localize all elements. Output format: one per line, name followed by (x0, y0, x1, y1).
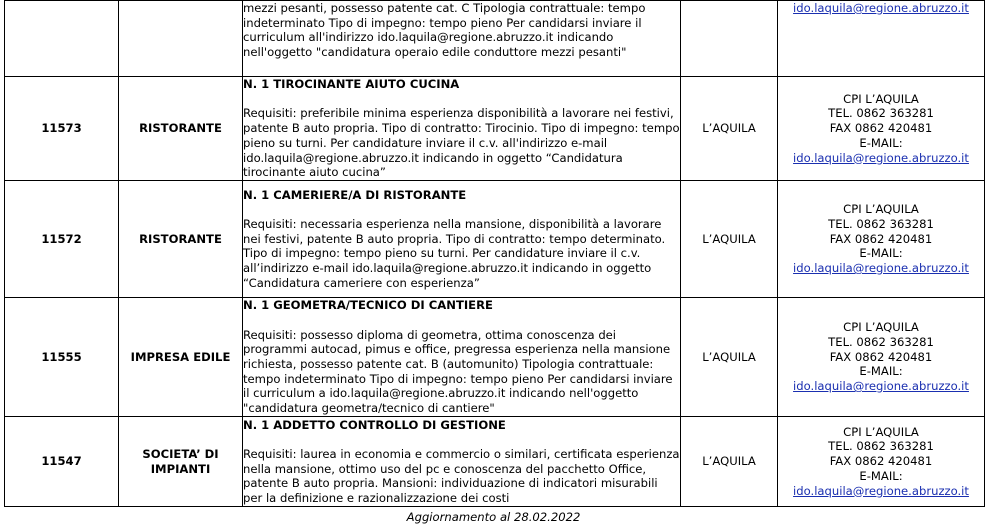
offer-text: Requisiti: laurea in economia e commercio o similari, certificata esperienza nella mansione, ottimo uso del pc e conoscenza del pacchetto Office, patente B auto propria. Mansioni: individuazione di indicatori misurabili per la definizione e razionalizzazione dei costi (243, 446, 680, 505)
table-row (5, 77, 985, 181)
offer-code: 11547 (5, 417, 119, 507)
offer-code: 11573 (5, 77, 119, 181)
contact-tel: TEL. 0862 363281 (828, 106, 934, 121)
contact-email-label: E-MAIL: (859, 364, 903, 379)
offer-title: N. 1 ADDETTO CONTROLLO DI GESTIONE (243, 417, 506, 432)
offer-code: 11555 (5, 298, 119, 417)
offer-text: Requisiti: preferibile minima esperienza disponibilità a lavorare nei festivi, patente B auto propria. Tipo di contratto: Tirocinio. Tipo di impegno: tempo pieno su turni. Per candidature inviare il c.v. all'indirizzo e-mail ido.laquila@regione.abruzzo.it indicando in oggetto “Candidatura tirocinante aiuto cucina” (243, 106, 680, 180)
offer-title: N. 1 CAMERIERE/A DI RISTORANTE (243, 187, 467, 202)
update-date-footer: Aggiornamento al 28.02.2022 (406, 510, 581, 524)
offer-sector: RISTORANTE (119, 77, 243, 181)
offer-location: L’AQUILA (681, 298, 778, 417)
offer-title: N. 1 GEOMETRA/TECNICO DI CANTIERE (243, 298, 493, 313)
offer-location: L’AQUILA (681, 77, 778, 181)
offer-title: N. 1 TIROCINANTE AIUTO CUCINA (243, 77, 460, 92)
offer-location: L’AQUILA (681, 181, 778, 298)
contact-fax: FAX 0862 420481 (829, 121, 933, 136)
offer-contact (778, 1, 985, 77)
job-offers-table (4, 0, 985, 507)
table-row (5, 298, 985, 417)
contact-fax: FAX 0862 420481 (829, 231, 933, 246)
offer-description (243, 181, 681, 298)
table-row (5, 1, 985, 77)
offer-sector: SOCIETA’ DI IMPIANTI (119, 417, 243, 507)
contact-email-label: E-MAIL: (859, 135, 903, 150)
offer-sector: IMPRESA EDILE (119, 298, 243, 417)
offer-text: mezzi pesanti, possesso patente cat. C Tipologia contrattuale: tempo indeterminato Tipo di impegno: tempo pieno Per candidarsi inviare il curriculum all'indirizzo ido.laquila@regione.abruzzo.it indicando nell'oggetto "candidatura operaio edile conduttore mezzi pesanti" (243, 1, 646, 60)
offer-text: Requisiti: necessaria esperienza nella mansione, disponibilità a lavorare nei festivi, patente B auto propria. Tipo di contratto: tempo determinato. Tipo di impegno: tempo pieno su turni. Per candidature inviare il c.v. all’indirizzo e-mail ido.laquila@regione.abruzzo.it indicando in oggetto “Candidatura cameriere con esperienza” (243, 216, 666, 290)
offer-contact (778, 77, 985, 181)
table-row (5, 181, 985, 298)
offer-contact (778, 298, 985, 417)
contact-email-link[interactable]: ido.laquila@regione.abruzzo.it (793, 379, 969, 394)
contact-fax: FAX 0862 420481 (829, 454, 933, 469)
contact-email-link[interactable]: ido.laquila@regione.abruzzo.it (793, 150, 969, 165)
offer-contact (778, 181, 985, 298)
offer-code (5, 1, 119, 77)
offer-sector: RISTORANTE (119, 181, 243, 298)
contact-email-label: E-MAIL: (859, 246, 903, 261)
contact-tel: TEL. 0862 363281 (828, 216, 934, 231)
contact-tel: TEL. 0862 363281 (828, 334, 934, 349)
offer-text: Requisiti: possesso diploma di geometra, ottima conoscenza dei programmi autocad, pimus e office, pregressa esperienza nella mansione richiesta, possesso patente cat. B (automunito) Tipologia contrattuale: tempo indeterminato Tipo di impegno: tempo pieno Per candidarsi inviare il curriculum a ido.laquila@regione.abruzzo.it indicando nell'oggetto "candidatura geometra/tecnico di cantiere" (243, 327, 673, 416)
offer-location: L’AQUILA (681, 417, 778, 507)
offer-code: 11572 (5, 181, 119, 298)
contact-office: CPI L’AQUILA (843, 202, 919, 217)
contact-office: CPI L’AQUILA (843, 320, 919, 335)
offer-description (243, 77, 681, 181)
table-row (5, 417, 985, 507)
contact-fax: FAX 0862 420481 (829, 349, 933, 364)
offer-sector (119, 1, 243, 77)
contact-office: CPI L’AQUILA (843, 91, 919, 106)
offer-description (243, 417, 681, 507)
contact-email-link[interactable]: ido.laquila@regione.abruzzo.it (793, 261, 969, 276)
contact-tel: TEL. 0862 363281 (828, 439, 934, 454)
offer-location (681, 1, 778, 77)
offer-description (243, 1, 681, 77)
offer-contact (778, 417, 985, 507)
contact-email-label: E-MAIL: (859, 468, 903, 483)
offer-description (243, 298, 681, 417)
contact-email-link[interactable]: ido.laquila@regione.abruzzo.it (793, 1, 969, 15)
contact-office: CPI L’AQUILA (843, 424, 919, 439)
contact-email-link[interactable]: ido.laquila@regione.abruzzo.it (793, 483, 969, 498)
